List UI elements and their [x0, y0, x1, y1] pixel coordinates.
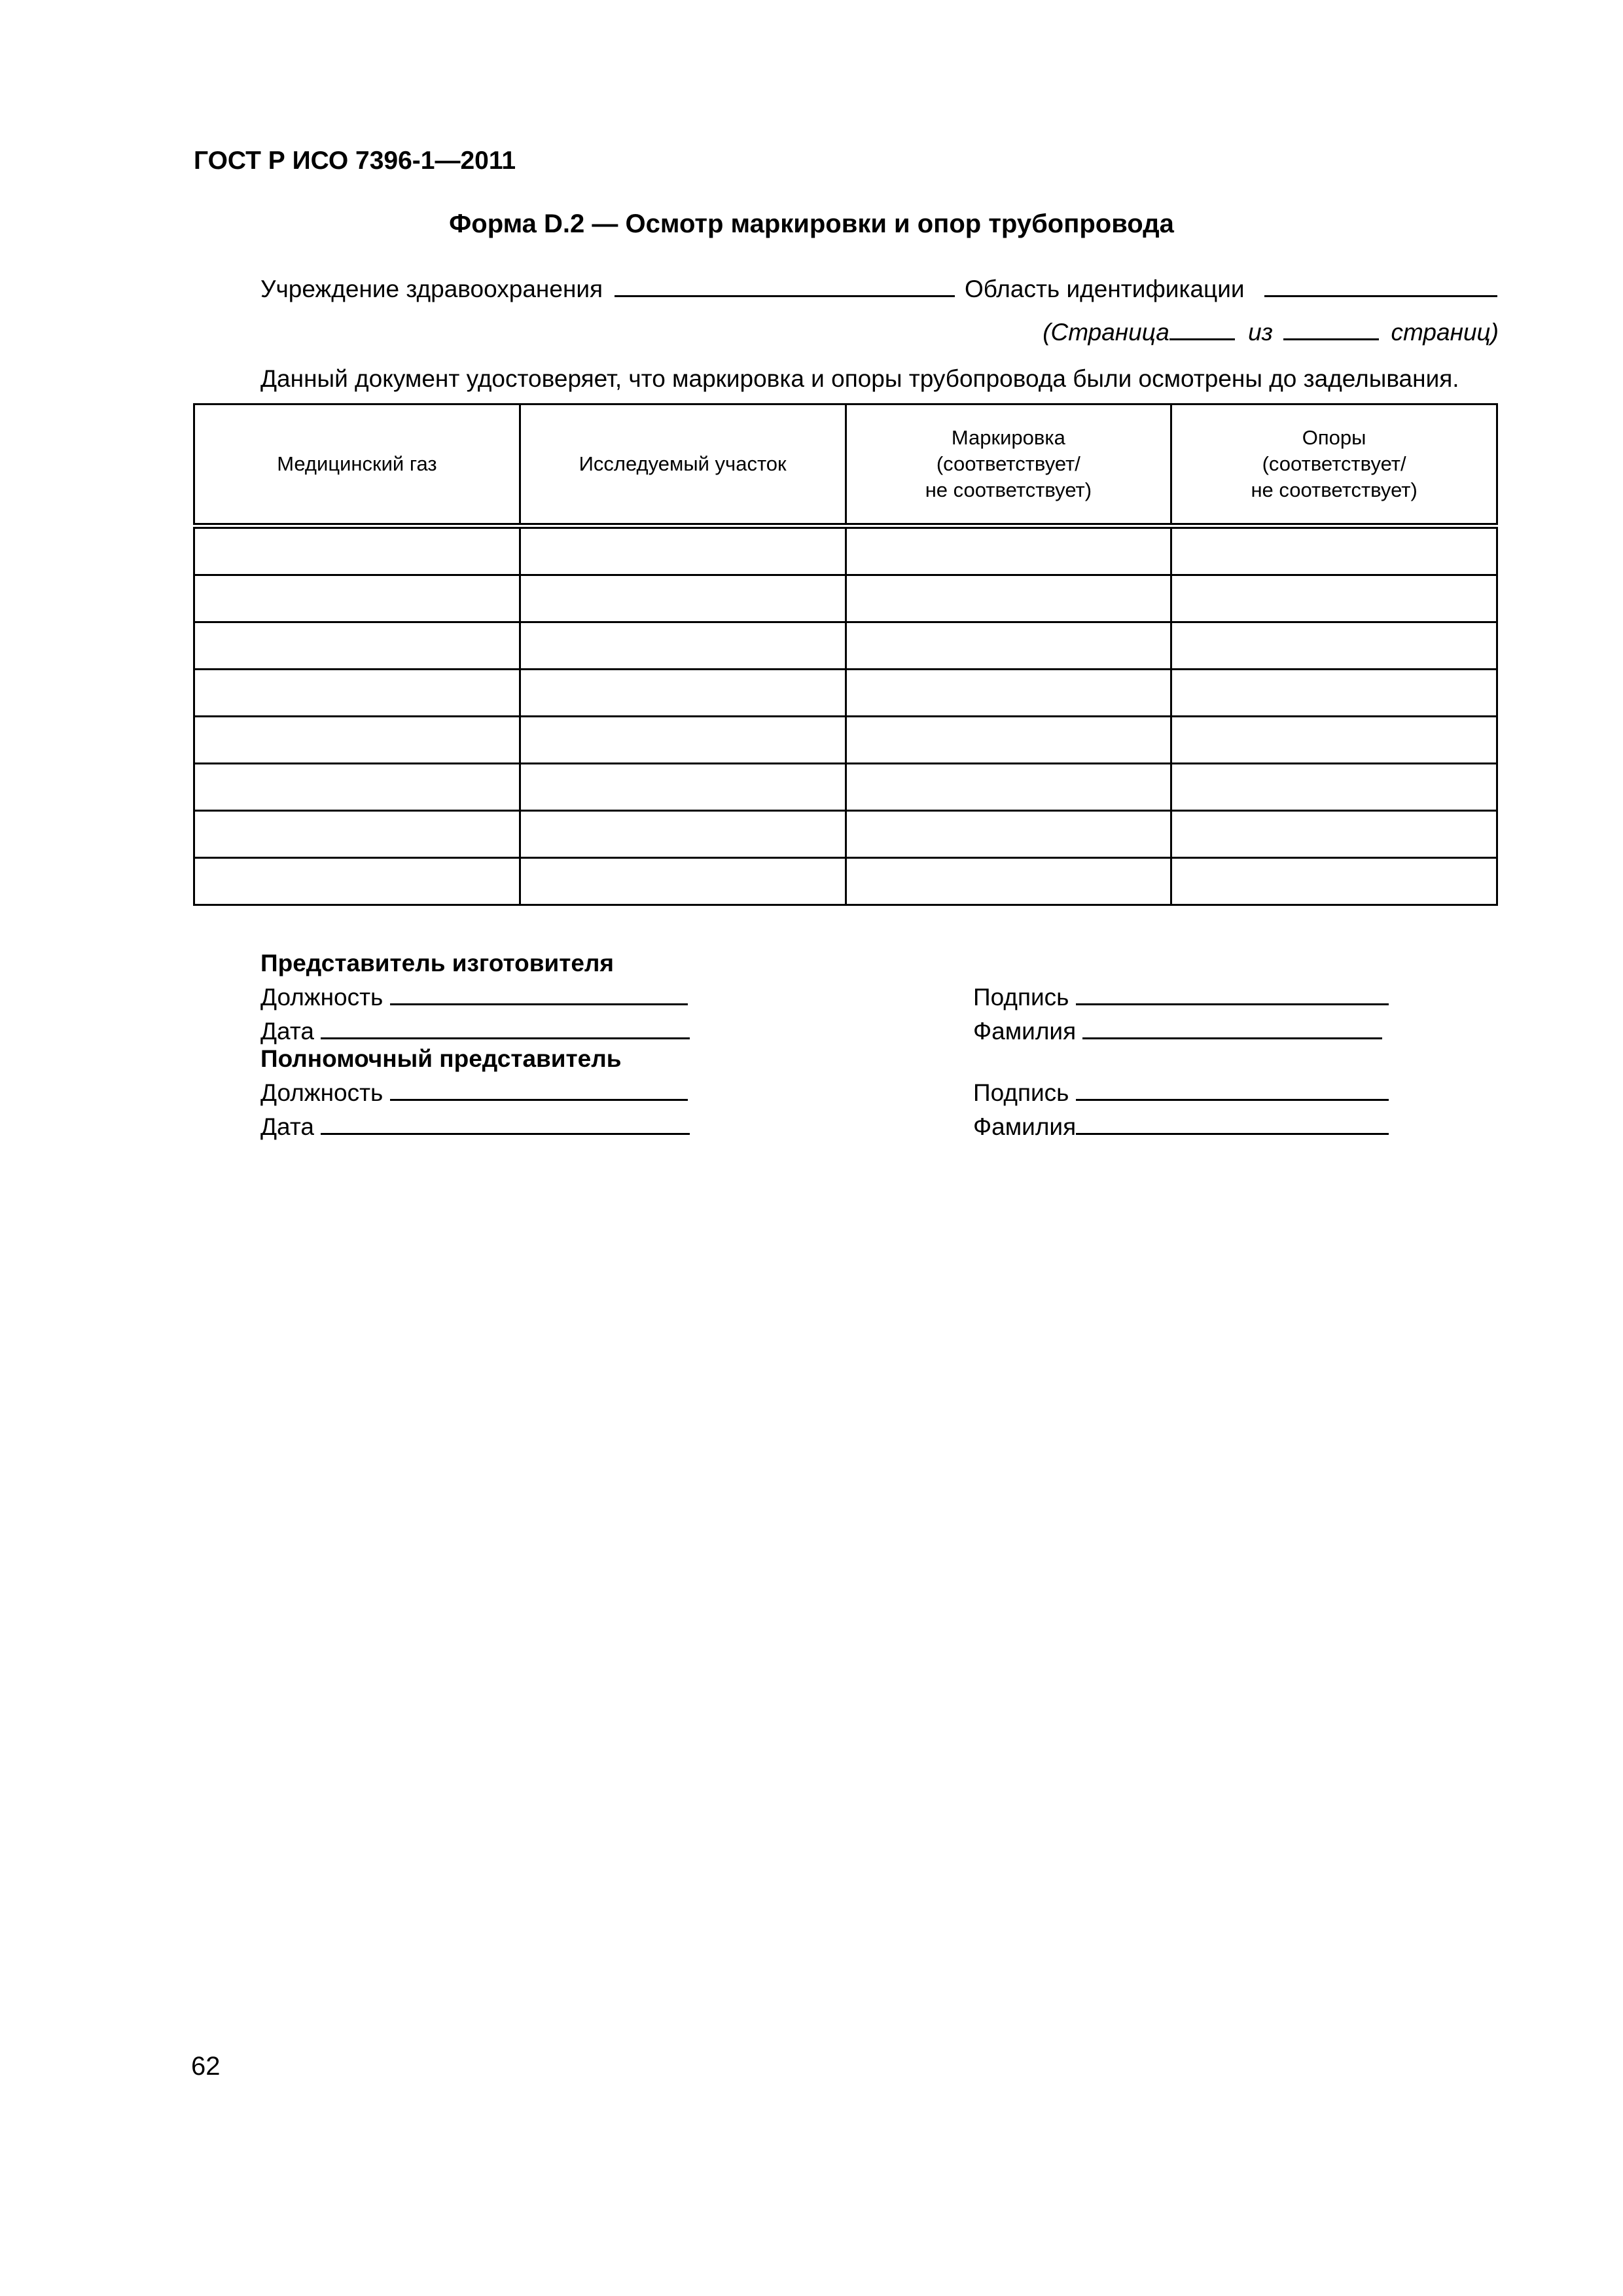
table-cell[interactable] — [846, 858, 1171, 905]
table-row — [194, 717, 1497, 764]
position-label: Должность — [260, 1079, 383, 1106]
table-cell[interactable] — [1171, 858, 1497, 905]
table-cell[interactable] — [194, 811, 520, 858]
table-row — [194, 811, 1497, 858]
table-cell[interactable] — [846, 717, 1171, 764]
document-code: ГОСТ Р ИСО 7396-1—2011 — [194, 147, 516, 175]
table-cell[interactable] — [1171, 526, 1497, 575]
table-header-row — [194, 404, 1497, 526]
page-open-label: (Страница — [1043, 318, 1169, 346]
area-row — [965, 270, 1497, 303]
table-cell[interactable] — [194, 858, 520, 905]
table-cell[interactable] — [846, 526, 1171, 575]
manufacturer-position-field[interactable] — [390, 978, 688, 1005]
institution-label: Учреждение здравоохранения — [260, 275, 603, 302]
table-cell[interactable] — [194, 622, 520, 670]
page-current-field[interactable] — [1169, 313, 1235, 340]
table-cell[interactable] — [846, 622, 1171, 670]
table-cell[interactable] — [194, 670, 520, 717]
table-header-cell: Медицинский газ — [194, 404, 520, 526]
page-count-row — [1043, 313, 1499, 346]
table-cell[interactable] — [520, 764, 846, 811]
table-row — [194, 622, 1497, 670]
table-cell[interactable] — [520, 670, 846, 717]
institution-field[interactable] — [615, 270, 955, 297]
table-cell[interactable] — [846, 811, 1171, 858]
authorized-surname-field[interactable] — [1076, 1107, 1389, 1135]
table-cell[interactable] — [520, 858, 846, 905]
manufacturer-sign-block — [973, 978, 1389, 1046]
page-of-label: из — [1248, 318, 1273, 346]
table-body — [194, 526, 1497, 905]
signature-label: Подпись — [973, 983, 1069, 1011]
inspection-table — [193, 403, 1498, 906]
table-cell[interactable] — [194, 575, 520, 622]
table-row — [194, 670, 1497, 717]
institution-row — [260, 270, 955, 303]
table-cell[interactable] — [846, 670, 1171, 717]
table-header-cell: Исследуемый участок — [520, 404, 846, 526]
table-cell[interactable] — [520, 526, 846, 575]
table-cell[interactable] — [846, 575, 1171, 622]
area-label: Область идентификации — [965, 275, 1245, 302]
page-number: 62 — [191, 2052, 221, 2081]
surname-label: Фамилия — [973, 1113, 1077, 1140]
manufacturer-signature-field[interactable] — [1076, 978, 1389, 1005]
table-header-cell: Опоры (соответствует/ не соответствует) — [1171, 404, 1497, 526]
table-row — [194, 858, 1497, 905]
table-cell[interactable] — [1171, 622, 1497, 670]
table-cell[interactable] — [194, 717, 520, 764]
position-label: Должность — [260, 983, 383, 1011]
surname-label: Фамилия — [973, 1017, 1077, 1045]
table-cell[interactable] — [1171, 670, 1497, 717]
authorized-date-field[interactable] — [321, 1107, 690, 1135]
table-cell[interactable] — [194, 526, 520, 575]
page-close-label: страниц) — [1391, 318, 1499, 346]
table-cell[interactable] — [1171, 575, 1497, 622]
table-row — [194, 575, 1497, 622]
table-cell[interactable] — [520, 811, 846, 858]
table-cell[interactable] — [520, 575, 846, 622]
area-field[interactable] — [1264, 270, 1497, 297]
table-cell[interactable] — [846, 764, 1171, 811]
manufacturer-rep-heading: Представитель изготовителя — [260, 950, 615, 977]
table-row — [194, 764, 1497, 811]
authorized-position-field[interactable] — [390, 1073, 688, 1101]
signature-label: Подпись — [973, 1079, 1069, 1106]
table-cell[interactable] — [1171, 764, 1497, 811]
table-cell[interactable] — [520, 717, 846, 764]
date-label: Дата — [260, 1017, 314, 1045]
table-header-cell: Маркировка (соответствует/ не соответствует) — [846, 404, 1171, 526]
table-row — [194, 526, 1497, 575]
form-title: Форма D.2 — Осмотр маркировки и опор трубопровода — [449, 209, 1174, 238]
manufacturer-surname-field[interactable] — [1082, 1012, 1382, 1039]
table-cell[interactable] — [1171, 811, 1497, 858]
authorized-rep-block — [260, 1045, 690, 1141]
table-cell[interactable] — [520, 622, 846, 670]
manufacturer-date-field[interactable] — [321, 1012, 690, 1039]
date-label: Дата — [260, 1113, 314, 1140]
statement-text: Данный документ удостоверяет, что маркировка и опоры трубопровода были осмотрены до заделывания. — [260, 365, 1459, 392]
table-cell[interactable] — [194, 764, 520, 811]
authorized-rep-heading: Полномочный представитель — [260, 1045, 622, 1072]
authorized-sign-block — [973, 1073, 1389, 1141]
manufacturer-rep-block — [260, 949, 690, 1046]
table-cell[interactable] — [1171, 717, 1497, 764]
page-total-field[interactable] — [1283, 313, 1379, 340]
authorized-signature-field[interactable] — [1076, 1073, 1389, 1101]
